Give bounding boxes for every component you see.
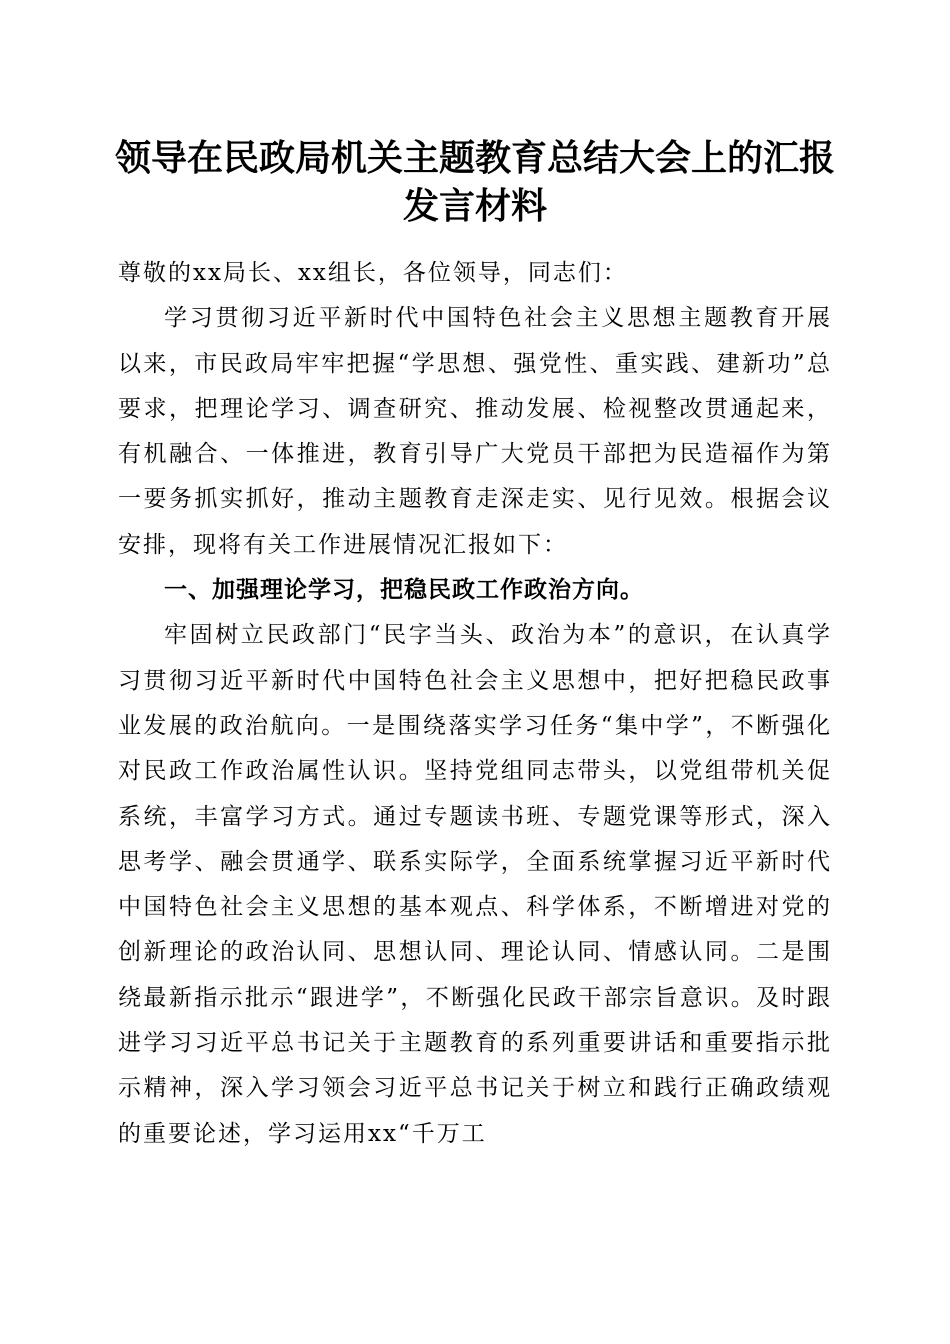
salutation: 尊敬的xx局长、xx组长，各位领导，同志们： [118,260,628,286]
document-title [90,134,860,230]
title-line-1: 领导在民政局机关主题教育总结大会上的汇报 [114,137,835,179]
document-body [118,251,832,1157]
intro-paragraph: 学习贯彻习近平新时代中国特色社会主义思想主题教育开展以来，市民政局牢牢把握“学思想、强党性、重实践、建新功”总要求，把理论学习、调查研究、推动发展、检视整改贯通起来，有机融合、一体推进，教育引导广大党员干部把为民造福作为第一要务抓实抓好，推动主题教育走深走实、见行见效。根据会议安排，现将有关工作进展情况汇报如下： [118,305,832,558]
section-heading-1: 一、加强理论学习，把稳民政工作政治方向。 [164,577,644,604]
title-line-2: 发言材料 [402,185,547,227]
section-1-paragraph: 牢固树立民政部门“民字当头、政治为本”的意识，在认真学习贯彻习近平新时代中国特色社会主义思想中，把好把稳民政事业发展的政治航向。一是围绕落实学习任务“集中学”，不断强化对民政工作政治属性认识。坚持党组同志带头，以党组带机关促系统，丰富学习方式。通过专题读书班、专题党课等形式，深入思考学、融会贯通学、联系实际学，全面系统掌握习近平新时代中国特色社会主义思想的基本观点、科学体系，不断增进对党的创新理论的政治认同、思想认同、理论认同、情感认同。二是围绕最新指示批示“跟进学”，不断强化民政干部宗旨意识。及时跟进学习习近平总书记关于主题教育的系列重要讲话和重要指示批示精神，深入学习领会习近平总书记关于树立和践行正确政绩观的重要论述，学习运用xx“千万工 [118,622,832,1147]
